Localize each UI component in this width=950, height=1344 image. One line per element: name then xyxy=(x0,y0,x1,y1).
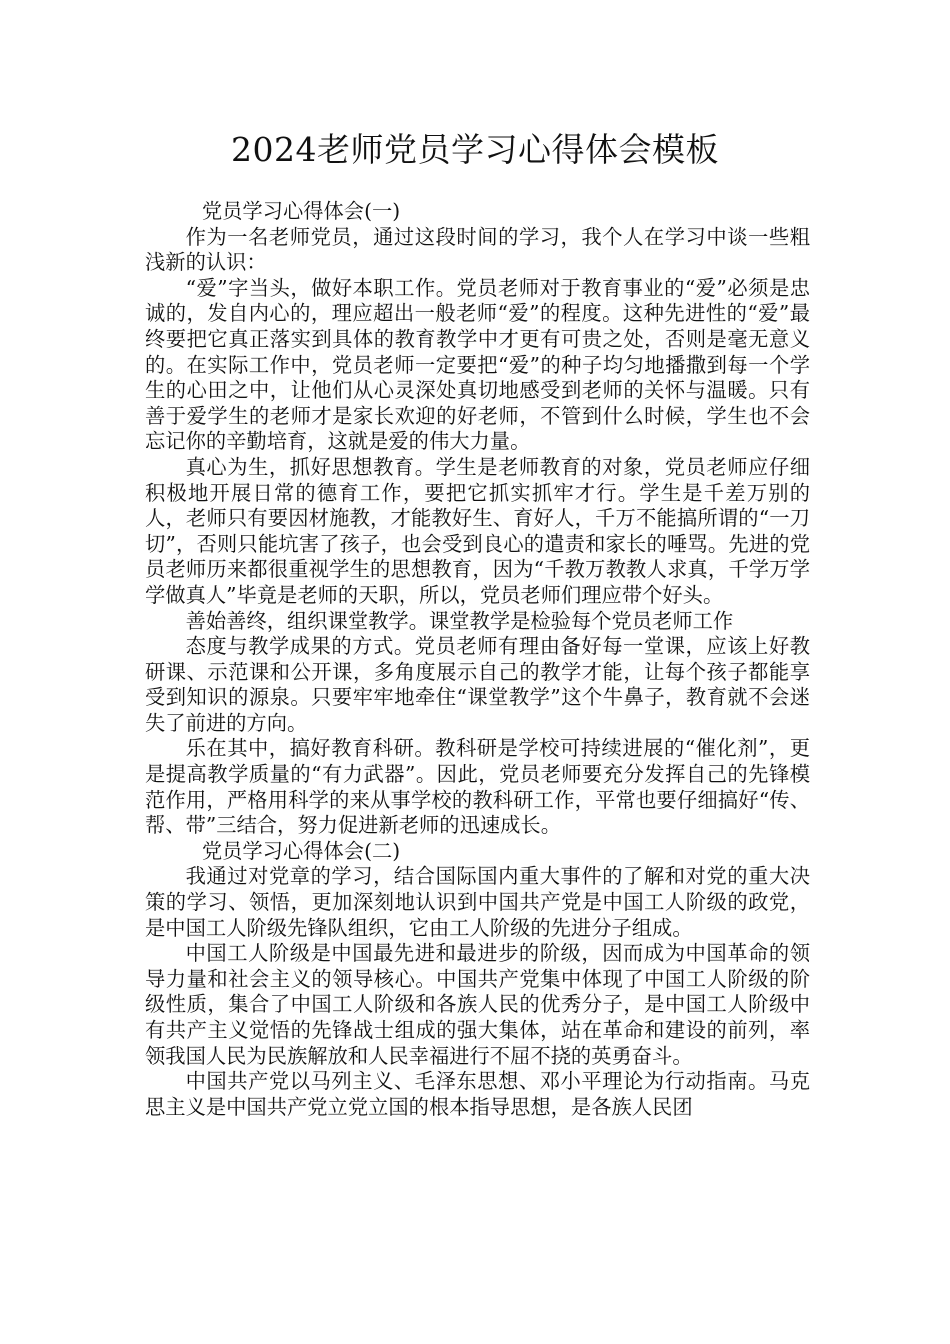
paragraph-working-class: 中国工人阶级是中国最先进和最进步的阶级，因而成为中国革命的领导力量和社会主义的领导核心。中国共产党集中体现了中国工人阶级的阶级性质，集合了中国工人阶级和各族人民的优秀分子，是中国工人阶级中有共产主义觉悟的先锋战士组成的强大集体，站在革命和建设的前列，率领我国人民为民族解放和人民幸福进行不屈不挠的英勇奋斗。 xyxy=(145,941,810,1068)
paragraph-ideology: 真心为生，抓好思想教育。学生是老师教育的对象，党员老师应仔细积极地开展日常的德育工作，要把它抓实抓牢才行。学生是千差万别的人，老师只有要因材施教，才能教好生、育好人，千万不能搞所谓的“一刀切”，否则只能坑害了孩子，也会受到良心的遣责和家长的唾骂。先进的党员老师历来都很重视学生的思想教育，因为“千教万教教人求真，千学万学学做真人”毕竟是老师的天职，所以，党员老师们理应带个好头。 xyxy=(145,454,810,607)
paragraph-teaching-line2: 态度与教学成果的方式。 xyxy=(185,634,415,659)
paragraph-teaching-rest xyxy=(145,634,810,736)
paragraph-teaching-line1: 善始善终，组织课堂教学。课堂教学是检验每个党员老师工作 xyxy=(185,608,734,633)
document-title: 2024老师党员学习心得体会模板 xyxy=(231,130,719,169)
paragraph-love: “爱”字当头，做好本职工作。党员老师对于教育事业的“爱”必须是忠诚的，发自内心的，理应超出一般老师“爱”的程度。这种先进性的“爱”最终要把它真正落实到具体的教育教学中才更有可贵之处，否则是毫无意义的。在实际工作中，党员老师一定要把“爱”的种子均匀地播撒到每一个学生的心田之中，让他们从心灵深处真切地感受到老师的关怀与温暖。只有善于爱学生的老师才是家长欢迎的好老师，不管到什么时候，学生也不会忘记你的辛勤培育，这就是爱的伟大力量。 xyxy=(145,275,810,454)
paragraph-teaching-body: 党员老师有理由备好每一堂课，应该上好教研课、示范课和公开课，多角度展示自己的教学才能，让每个孩子都能享受到知识的源泉。只要牢牢地牵住“课堂教学”这个牛鼻子，教育就不会迷失了前进的方向。 xyxy=(145,634,810,735)
document-body xyxy=(145,199,810,1120)
paragraph-party-constitution: 我通过对党章的学习，结合国际国内重大事件的了解和对党的重大决策的学习、领悟，更加深刻地认识到中国共产党是中国工人阶级的政党，是中国工人阶级先锋队组织，它由工人阶级的先进分子组成。 xyxy=(145,864,810,940)
section-heading-1: 党员学习心得体会(一) xyxy=(201,199,401,223)
section-heading-2: 党员学习心得体会(二) xyxy=(201,838,401,863)
section-1-intro: 作为一名老师党员，通过这段时间的学习，我个人在学习中谈一些粗浅新的认识： xyxy=(145,224,810,275)
paragraph-guiding-theory: 中国共产党以马列主义、毛泽东思想、邓小平理论为行动指南。马克思主义是中国共产党立党立国的根本指导思想，是各族人民团 xyxy=(145,1069,810,1119)
paragraph-research: 乐在其中，搞好教育科研。教科研是学校可持续进展的“催化剂”，更是提高教学质量的“有力武器”。因此，党员老师要充分发挥自己的先锋模范作用，严格用科学的来从事学校的教科研工作，平常也要仔细搞好“传、帮、带”三结合，努力促进新老师的迅速成长。 xyxy=(145,736,810,838)
